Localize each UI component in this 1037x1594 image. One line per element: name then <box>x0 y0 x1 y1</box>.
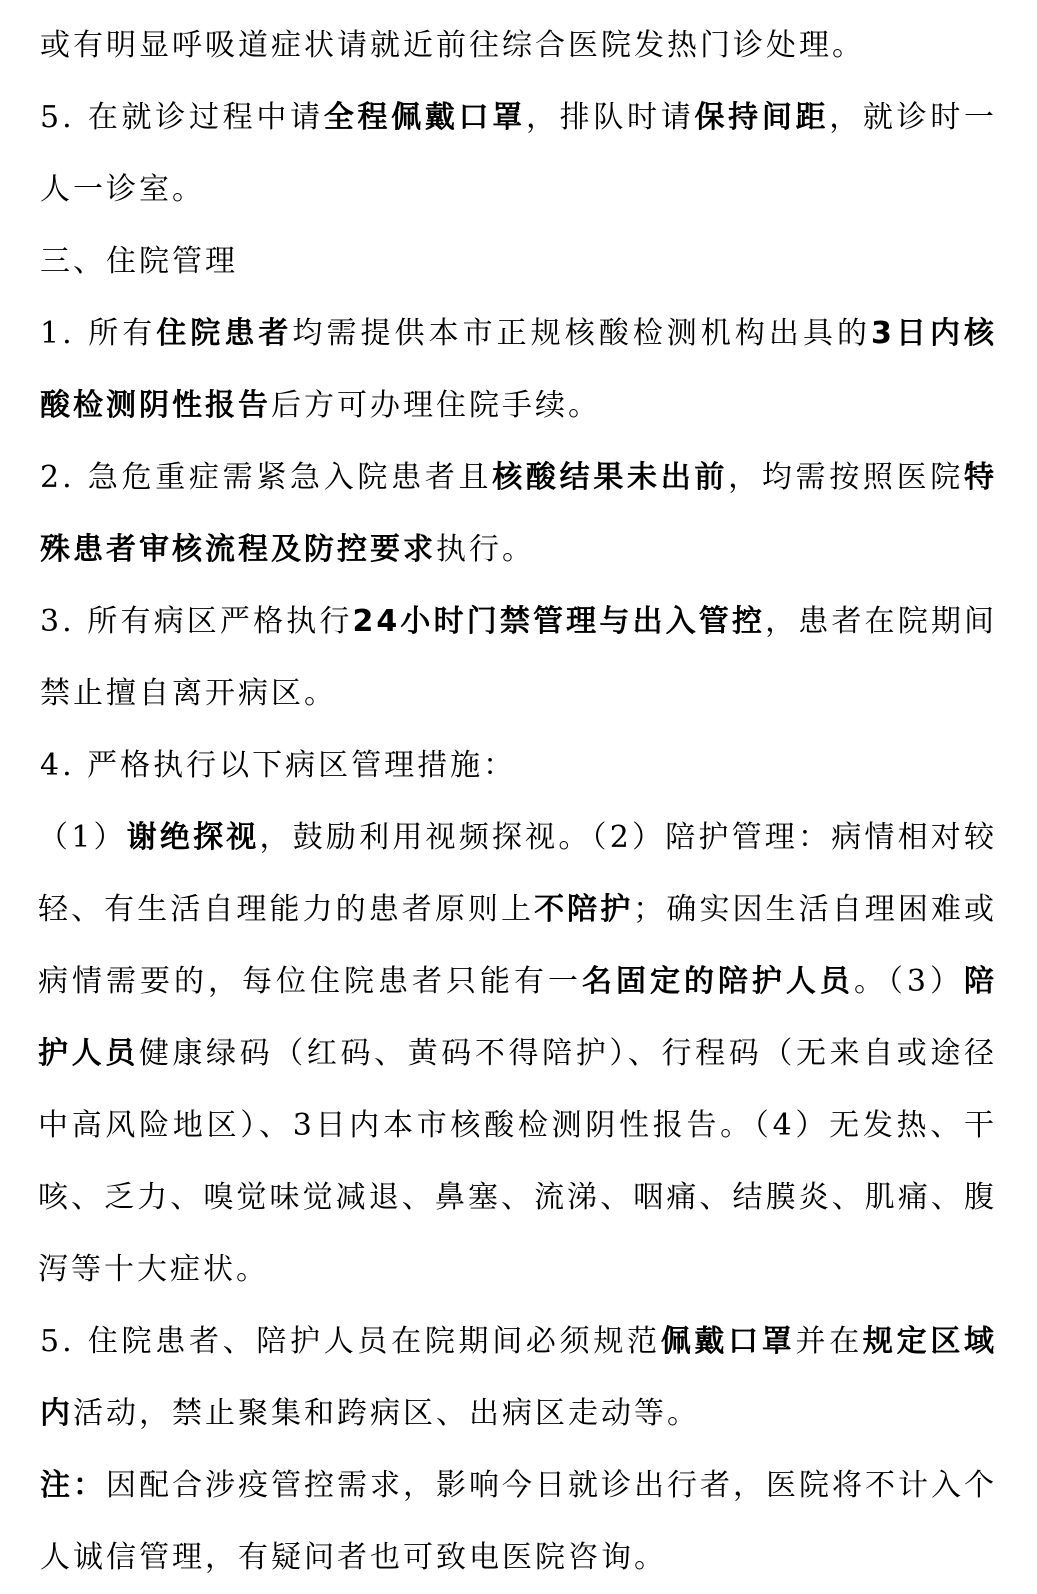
bold-text-run: 名固定的陪护人员 <box>581 964 854 999</box>
paragraph-note <box>40 1450 997 1594</box>
text-run: 5. 在就诊过程中请 <box>40 100 324 135</box>
bold-text-run: 全程佩戴口罩 <box>323 100 526 135</box>
text-run: 5. 住院患者、陪护人员在院期间必须规范 <box>40 1324 661 1359</box>
text-run: 并在 <box>795 1324 863 1359</box>
text-run: 。（3） <box>853 964 965 999</box>
text-run: 后方可办理住院手续。 <box>271 388 601 423</box>
paragraph-inpatient-item-5 <box>40 1306 997 1450</box>
text-run: 2. 急危重症需紧急入院患者且 <box>40 460 493 495</box>
text-run: 活动，禁止聚集和跨病区、出病区走动等。 <box>73 1396 700 1431</box>
text-run: 或有明显呼吸道症状请就近前往综合医院发热门诊处理。 <box>40 28 865 63</box>
text-run: 1. 所有 <box>40 316 157 351</box>
section-heading-inpatient-management <box>40 226 997 298</box>
text-run: ，患者在院期间禁止擅自离开病区。 <box>40 604 997 711</box>
text-run: ，鼓励利用视频探视。（2）陪护管理：病情相对较轻、有生活自理能力的患者原则上 <box>38 820 998 927</box>
paragraph-outpatient-item-5 <box>40 82 997 226</box>
text-run: 因配合涉疫管控需求，影响今日就诊出行者，医院将不计入个人诚信管理，有疑问者也可致电医院咨询。 <box>40 1468 997 1575</box>
bold-text-run: 佩戴口罩 <box>660 1324 796 1359</box>
text-run: 4. 严格执行以下病区管理措施： <box>40 748 517 783</box>
text-run: ，就诊时一人一诊室。 <box>40 100 998 207</box>
text-run: 均需提供本市正规核酸检测机构出具的 <box>292 316 872 351</box>
note-label: 注： <box>40 1468 106 1503</box>
paragraph-inpatient-item-1 <box>40 298 997 442</box>
paragraph-ward-measures <box>38 802 997 1306</box>
bold-text-run: 陪护人员 <box>38 964 998 1071</box>
bold-text-run: 规定区域内 <box>40 1324 998 1431</box>
bold-text-run: 24小时门禁管理与出入管控 <box>352 604 766 639</box>
bold-text-run: 保持间距 <box>694 100 830 135</box>
text-run: ，排队时请 <box>525 100 695 135</box>
text-run: 健康绿码（红码、黄码不得陪护）、行程码（无来自或途径中高风险地区）、3日内本市核酸检测阴性报告。（4）无发热、干咳、乏力、嗅觉味觉减退、鼻塞、流涕、咽痛、结膜炎、肌痛、腹泻等十大症状。 <box>38 1036 998 1287</box>
text-run: （1） <box>38 820 127 855</box>
paragraph-inpatient-item-4 <box>40 730 997 802</box>
bold-text-run: 核酸结果未出前 <box>492 460 729 495</box>
text-run: ，均需按照医院 <box>728 460 965 495</box>
paragraph-fever-clinic-note <box>40 10 997 82</box>
text-run: 执行。 <box>436 532 535 567</box>
bold-text-run: 住院患者 <box>156 316 293 351</box>
bold-text-run: 不陪护 <box>534 892 634 927</box>
bold-text-run: 谢绝探视 <box>126 820 260 855</box>
bold-text-run: 特殊患者审核流程及防控要求 <box>40 460 998 567</box>
bold-text-run: 3日内核酸检测阴性报告 <box>40 316 998 423</box>
heading-text: 三、住院管理 <box>40 244 238 279</box>
paragraph-inpatient-item-2 <box>40 442 997 586</box>
text-run: 3. 所有病区严格执行 <box>40 604 353 639</box>
text-run: ；确实因生活自理困难或病情需要的，每位住院患者只能有一 <box>38 892 998 999</box>
paragraph-inpatient-item-3 <box>40 586 997 730</box>
